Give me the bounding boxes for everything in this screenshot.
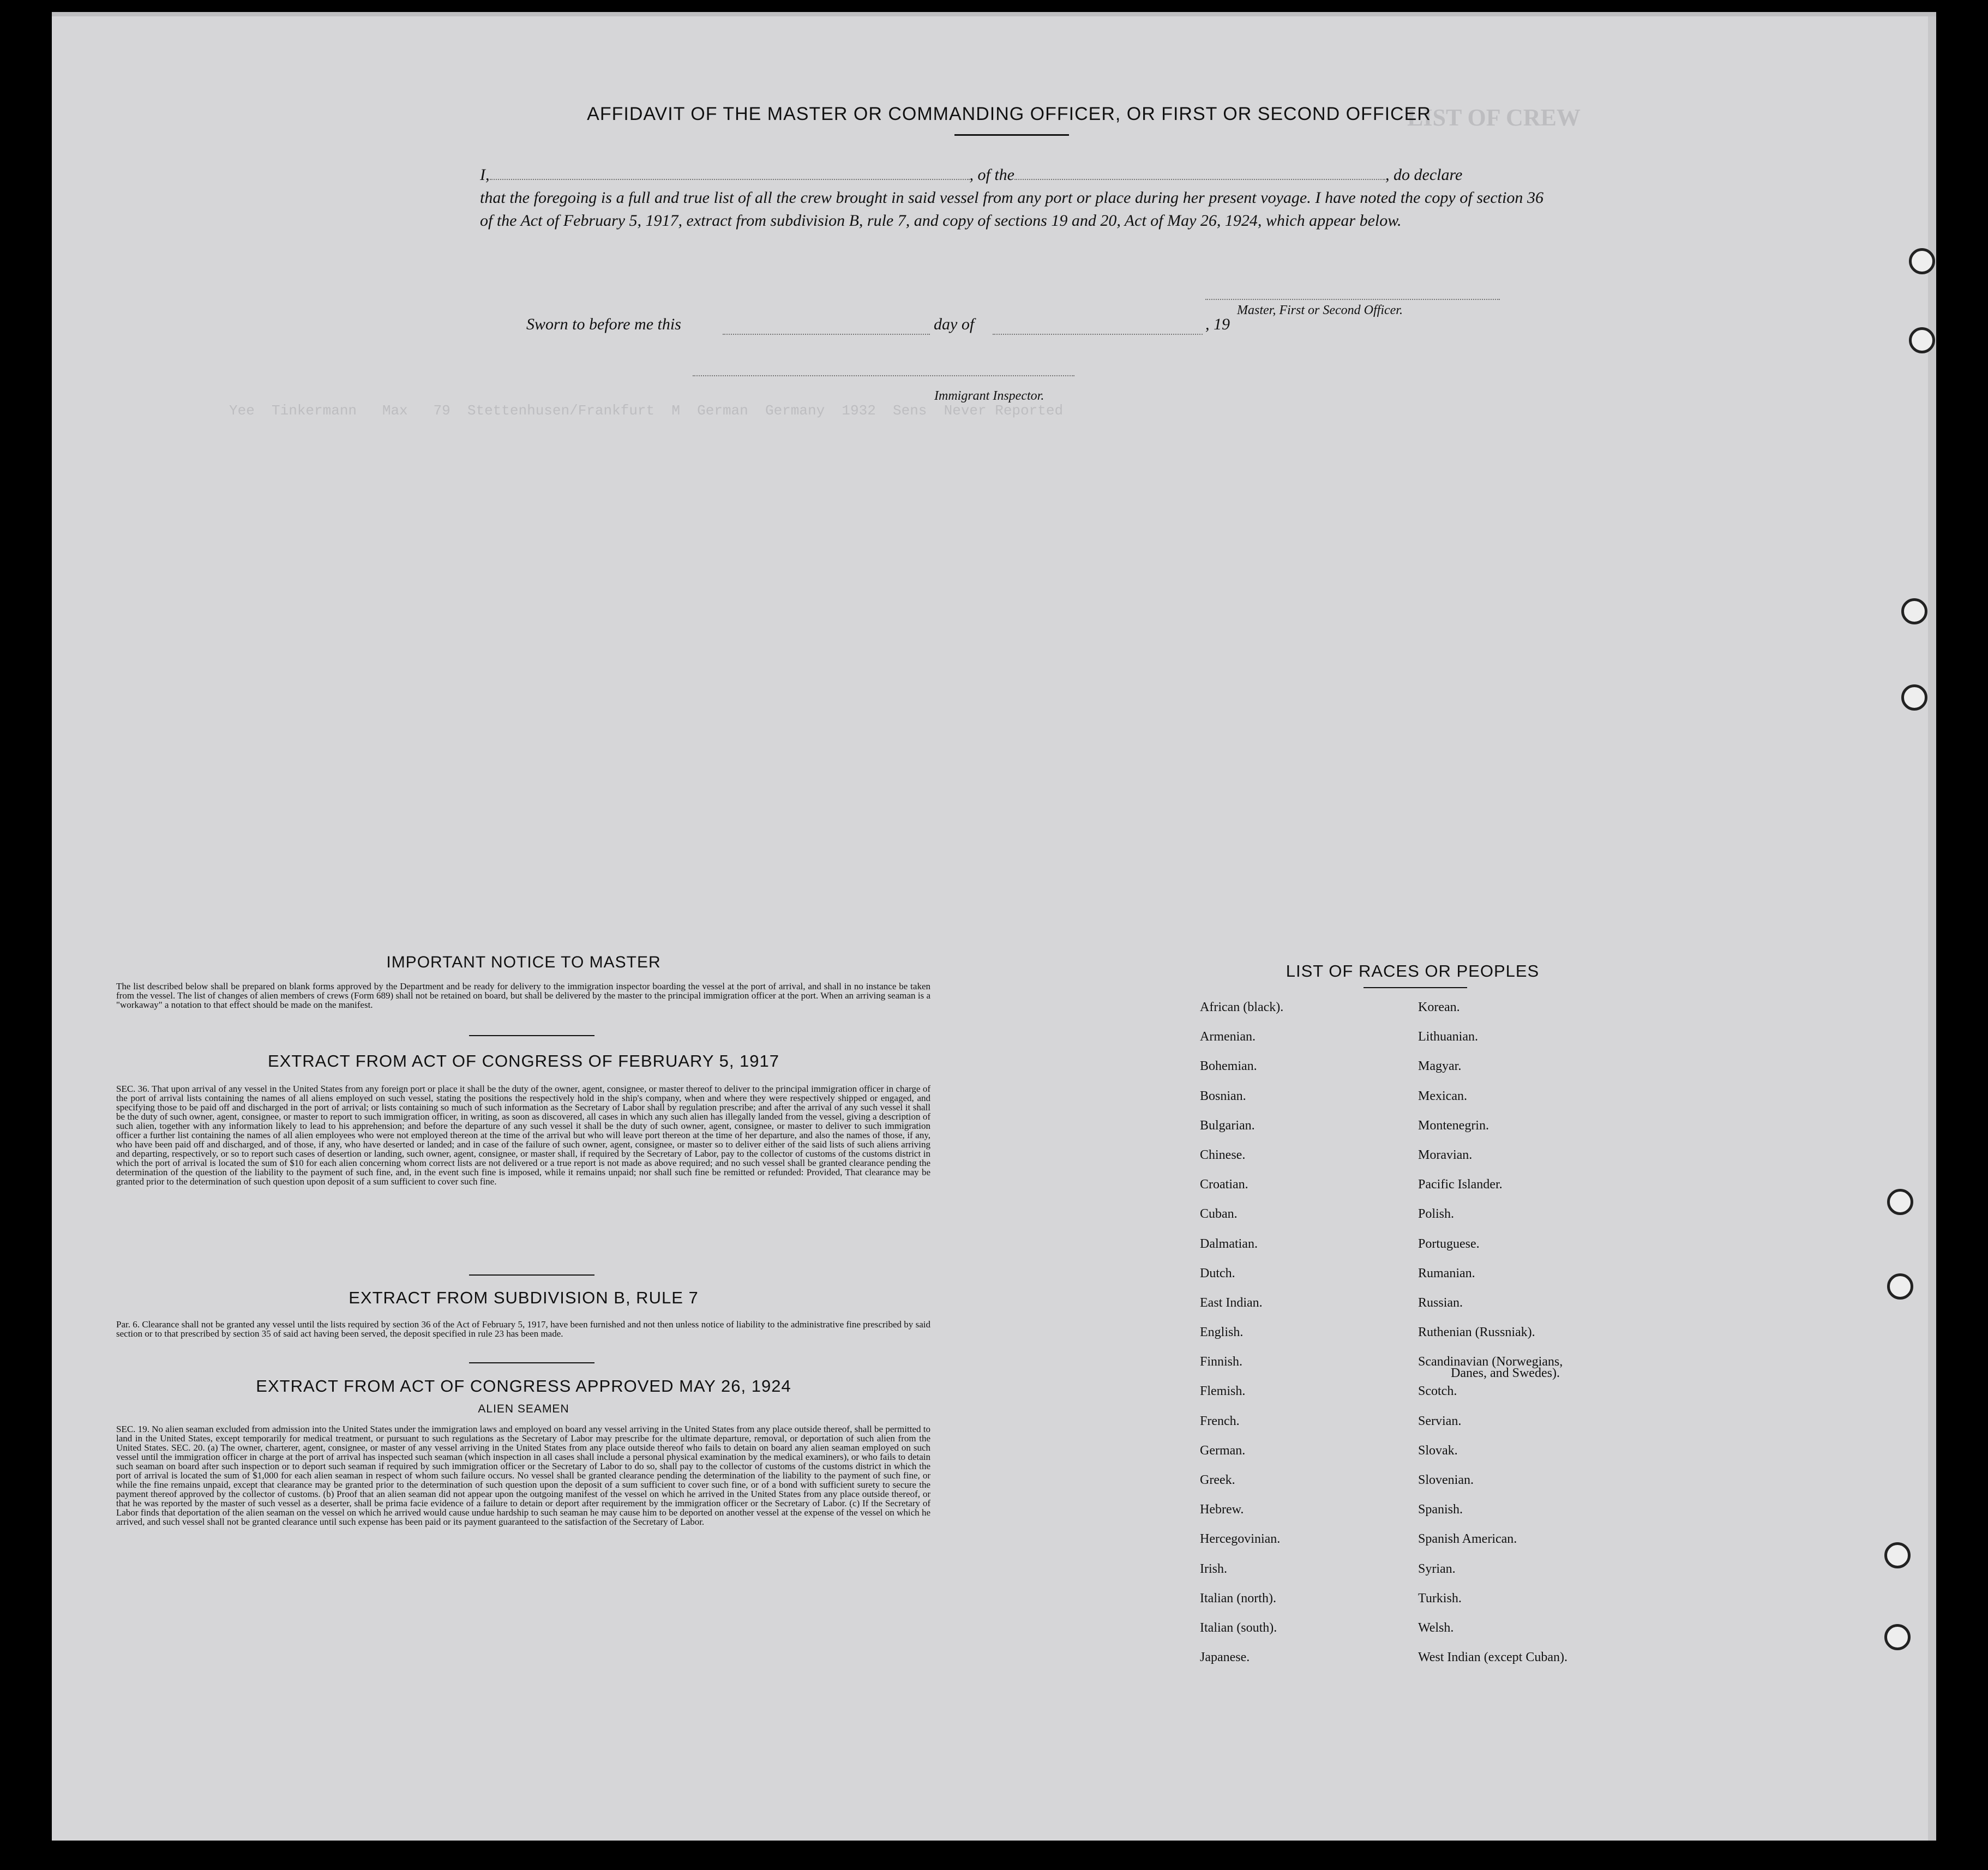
inspector-caption: Immigrant Inspector.: [934, 389, 1044, 403]
title-underline: [954, 134, 1069, 136]
race-item: Cuban.: [1200, 1207, 1238, 1222]
section-divider: [469, 1274, 594, 1276]
race-item: Irish.: [1200, 1561, 1227, 1576]
master-caption: Master, First or Second Officer.: [1237, 303, 1403, 317]
binder-hole: [1887, 1273, 1913, 1300]
binder-hole: [1901, 684, 1927, 711]
bleed-through-row: Yee Tinkermann Max 79 Stettenhusen/Frankfurt M German Germany 1932 Sens Never Reported: [229, 402, 1064, 419]
affidavit-declare: , do declare: [1385, 166, 1463, 184]
day-of-text: day of: [934, 315, 975, 333]
race-item: Lithuanian.: [1418, 1030, 1478, 1044]
race-item: Croatian.: [1200, 1177, 1248, 1192]
binder-hole: [1887, 1189, 1913, 1215]
race-item: East Indian.: [1200, 1295, 1263, 1310]
race-item: Bosnian.: [1200, 1089, 1246, 1103]
year-prefix: , 19: [1205, 315, 1230, 333]
affidavit-title: AFFIDAVIT OF THE MASTER OR COMMANDING OFFICER, OR FIRST OR SECOND OFFICER: [587, 104, 1431, 124]
vessel-name-field[interactable]: [1014, 179, 1385, 180]
races-title: LIST OF RACES OR PEOPLES: [1286, 961, 1540, 981]
page-edge-top: [52, 12, 1936, 16]
extract-rule7-title: EXTRACT FROM SUBDIVISION B, RULE 7: [349, 1288, 699, 1307]
race-item: Korean.: [1418, 1000, 1460, 1014]
binder-hole: [1884, 1542, 1911, 1568]
race-item: Magyar.: [1418, 1059, 1462, 1074]
sworn-day-field[interactable]: [723, 334, 930, 335]
races-right-column: [1418, 993, 1567, 1672]
race-item: Scotch.: [1418, 1384, 1457, 1399]
race-item: Turkish.: [1418, 1591, 1462, 1606]
race-item: Spanish American.: [1418, 1532, 1517, 1547]
race-item: Chinese.: [1200, 1147, 1246, 1162]
race-item: Japanese.: [1200, 1650, 1250, 1665]
race-item: Dalmatian.: [1200, 1236, 1258, 1251]
extract-1917-text: SEC. 36. That upon arrival of any vessel in the United States from any foreign port or place it shall be the duty of the owner, agent, consignee, or master thereof to deliver to the principal immigration officer in charge of the port of arrival lists containing the names of all aliens employed on such vessel, stating the positions the respectively hold in the ship's company, when and where they were respectively shipped or engaged, and specifying those to be paid off and discharged in the port of arrival; or lists containing so much of such information as the Secretary of Labor shall by regulation prescribe; and after the arrival of any such vessel it shall be the duty of such owner, agent, consignee, or master to report to such immigration officer, in writing, as soon as discovered, all cases in which any such alien has illegally landed from the vessel, giving a description of such alien, together with any information likely to lead to his apprehension; and before the departure of any such vessel it shall be the duty of such owner, agent, consignee, or master to deliver to such immigration officer a further list containing the names of all alien employees who were not employed thereon at the time of the arrival but who will leave port thereon at the time of her departure, and also the names of those, if any, who have been paid off and discharged, and of those, if any, who have deserted or landed; and in case of the failure of such owner, agent, consignee, or master so to deliver either of the said lists of such aliens arriving and departing, respectively, or so to report such cases of desertion or landing, such owner, agent, consignee, or master shall, if required by the Secretary of Labor, pay to the collector of customs of the customs district in which the port of arrival is located the sum of $10 for each alien concerning whom correct lists are not delivered or a true report is not made as above required; and no such vessel shall be granted clearance pending the determination of the question of the liability to the payment of such fine, and, in the event such fine is imposed, while it remains unpaid; nor shall such fine be remitted or refunded: Provided, That clearance may be granted prior to the determination of such question upon deposit of a sum sufficient to cover such fine.: [116, 1084, 930, 1187]
extract-1924-text: SEC. 19. No alien seaman excluded from admission into the United States under the immigration laws and employed on board any vessel arriving in the United States from any place outside thereof, shall be permitted to land in the United States, except temporarily for medical treatment, or pursuant to such regulations as the Secretary of Labor may prescribe for the ultimate departure, removal, or deportation of such alien from the United States. SEC. 20. (a) The owner, charterer, agent, consignee, or master of any vessel arriving in the United States from any place outside thereof who fails to detain on board any alien seaman employed on such vessel until the immigration officer in charge at the port of arrival has inspected such seaman (which inspection in all cases shall include a personal physical examination by the medical examiners), or who fails to detain such seaman on board after such inspection or to deport such seaman if required by such immigration officer or the Secretary of Labor to do so, shall pay to the collector of customs of the customs district in which the port of arrival is located the sum of $1,000 for each alien seaman in respect of whom such failure occurs. No vessel shall be granted clearance pending the determination of the liability to the payment of such fine, or while the fine remains unpaid, except that clearance may be granted prior to the determination of such question upon the deposit of a sum sufficient to cover such fine, or of a bond with sufficient surety to secure the payment thereof approved by the collector of customs. (b) Proof that an alien seaman did not appear upon the outgoing manifest of the vessel on which he arrived in the United States from any place outside thereof, or that he was reported by the master of such vessel as a deserter, shall be prima facie evidence of a failure to detain or deport after requirement by the immigration officer or the Secretary of Labor. (c) If the Secretary of Labor finds that deportation of the alien seaman on the vessel on which he arrived would cause undue hardship to such seaman he may cause him to be deported on another vessel at the expense of the vessel on which he arrived, and such vessel shall not be granted clearance until such expense has been paid or its payment guaranteed to the satisfaction of the Secretary of Labor.: [116, 1424, 930, 1527]
race-item: Hebrew.: [1200, 1502, 1244, 1517]
affidavit-i: I,: [480, 166, 490, 184]
race-item: Syrian.: [1418, 1561, 1456, 1576]
race-item: Flemish.: [1200, 1384, 1246, 1399]
race-item: Greek.: [1200, 1473, 1235, 1487]
race-item: Portuguese.: [1418, 1236, 1480, 1251]
binder-hole: [1909, 248, 1935, 274]
binder-hole: [1901, 598, 1927, 624]
races-left-column: [1200, 993, 1283, 1672]
race-item: Montenegrin.: [1418, 1118, 1489, 1133]
affidavit-body: [480, 164, 1543, 232]
document-page: [52, 16, 1936, 1841]
notice-text: The list described below shall be prepared on blank forms approved by the Department and be ready for delivery to the immigration inspector boarding the vessel at the port of arrival, and shall in no instance be taken from the vessel. The list of changes of alien members of crews (Form 689) shall not be retained on board, but shall be delivered by the master to the principal immigration officer at the port. When an arriving seaman is a "workaway" a notation to that effect should be made on the manifest.: [116, 981, 930, 1010]
race-item: French.: [1200, 1414, 1240, 1428]
race-item: Servian.: [1418, 1414, 1462, 1428]
section-divider: [469, 1362, 594, 1363]
race-item: Bulgarian.: [1200, 1118, 1255, 1133]
race-item: Finnish.: [1200, 1355, 1243, 1369]
race-item: Bohemian.: [1200, 1059, 1257, 1074]
races-underline: [1364, 987, 1467, 988]
extract-1917-title: EXTRACT FROM ACT OF CONGRESS OF FEBRUARY 5, 1917: [267, 1051, 780, 1071]
race-item: Ruthenian (Russniak).: [1418, 1325, 1535, 1340]
race-item: Italian (south).: [1200, 1620, 1277, 1635]
race-item: Rumanian.: [1418, 1266, 1475, 1280]
inspector-signature-line[interactable]: [693, 375, 1074, 376]
race-item: Polish.: [1418, 1207, 1455, 1222]
races-scandinavian-continuation: Danes, and Swedes).: [1451, 1366, 1560, 1380]
sworn-text: Sworn to before me this: [526, 315, 681, 333]
binder-hole: [1884, 1624, 1911, 1650]
race-item: Pacific Islander.: [1418, 1177, 1503, 1192]
race-item: German.: [1200, 1443, 1246, 1458]
race-item: African (black).: [1200, 1000, 1284, 1014]
bleed-through-header: LIST OF CREW: [1407, 104, 1581, 131]
race-item: Mexican.: [1418, 1089, 1467, 1103]
extract-1924-title: EXTRACT FROM ACT OF CONGRESS APPROVED MAY 26, 1924: [256, 1376, 791, 1396]
race-item: Armenian.: [1200, 1030, 1256, 1044]
month-field[interactable]: [993, 334, 1203, 335]
race-item: Russian.: [1418, 1295, 1463, 1310]
page-edge-right: [1928, 16, 1936, 1841]
race-item: Slovak.: [1418, 1443, 1458, 1458]
race-item: Hercegovinian.: [1200, 1532, 1281, 1547]
master-name-field[interactable]: [490, 179, 970, 180]
race-item: Moravian.: [1418, 1147, 1473, 1162]
race-item: Dutch.: [1200, 1266, 1235, 1280]
race-item: Italian (north).: [1200, 1591, 1276, 1606]
affidavit-first-line: [480, 164, 1543, 187]
race-item: Welsh.: [1418, 1620, 1454, 1635]
master-signature-line[interactable]: [1205, 299, 1500, 300]
race-item: Spanish.: [1418, 1502, 1463, 1517]
race-item: West Indian (except Cuban).: [1418, 1650, 1567, 1665]
section-divider: [469, 1035, 594, 1036]
affidavit-of-the: , of the: [969, 166, 1014, 184]
binder-hole: [1909, 327, 1935, 353]
notice-title: IMPORTANT NOTICE TO MASTER: [386, 953, 661, 971]
race-item: Scandinavian (Norwegians,: [1418, 1355, 1563, 1369]
affidavit-declaration-text: that the foregoing is a full and true list of all the crew brought in said vessel from any port or place during her present voyage. I have noted the copy of section 36 of the Act of February 5, 1917, extract from subdivision B, rule 7, and copy of sections 19 and 20, Act of May 26, 1924, which appear below.: [480, 189, 1543, 230]
race-item: Slovenian.: [1418, 1473, 1474, 1487]
race-item: English.: [1200, 1325, 1244, 1340]
extract-1924-subtitle: ALIEN SEAMEN: [478, 1403, 569, 1415]
extract-rule7-text: Par. 6. Clearance shall not be granted any vessel until the lists required by section 36 of the Act of February 5, 1917, have been furnished and not then unless notice of liability to the administrative fine prescribed by said section or to that prescribed by section 35 of said act having been served, the deposit specified in rule 23 has been made.: [116, 1319, 930, 1339]
